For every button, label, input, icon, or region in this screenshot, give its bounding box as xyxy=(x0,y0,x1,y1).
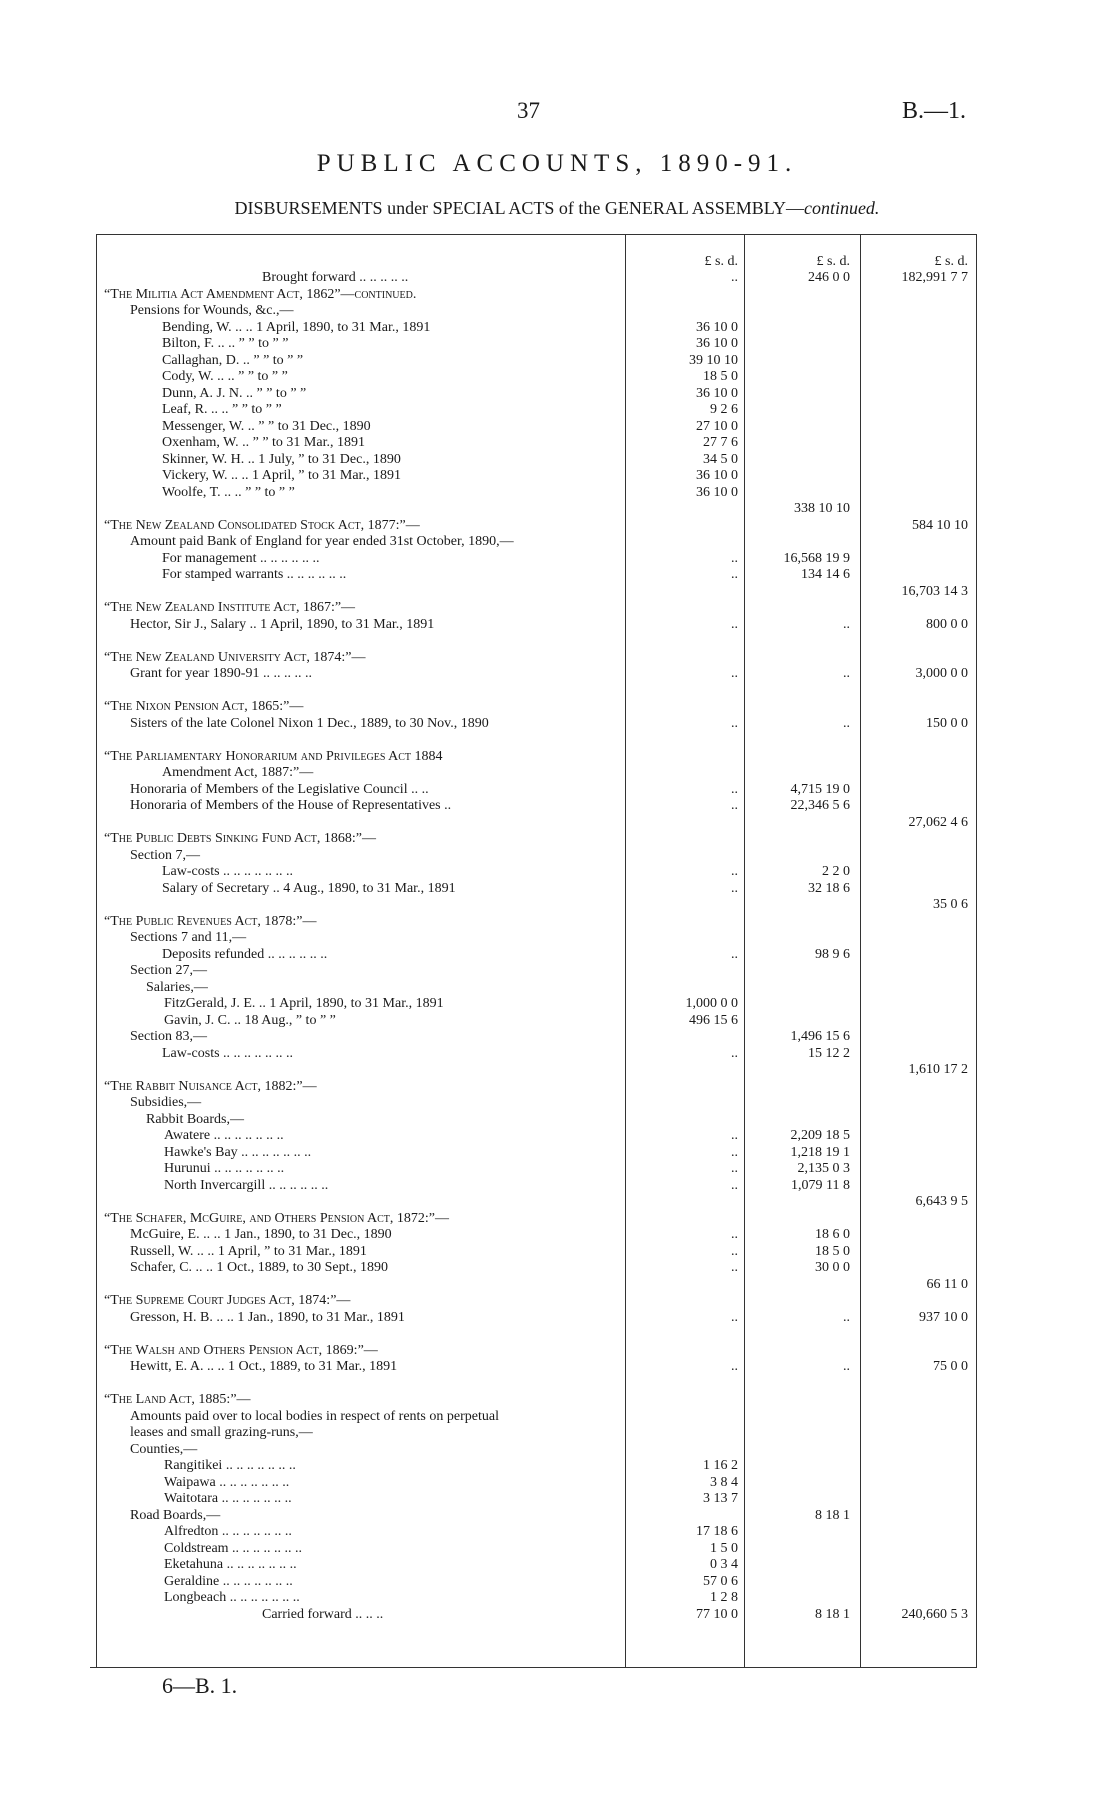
row-description: Salary of Secretary .. 4 Aug., 1890, to 31 Mar., 1891 xyxy=(162,880,456,896)
row-description: Rangitikei .. .. .. .. .. .. .. xyxy=(164,1458,296,1473)
amount-col-2: .. xyxy=(843,666,850,681)
row-description: Sisters of the late Colonel Nixon 1 Dec., 1889, to 30 Nov., 1890 xyxy=(130,715,489,731)
page-number: 37 xyxy=(517,98,540,123)
amount-col-3: 3,000 0 0 xyxy=(915,666,968,681)
row-description: Salaries,— xyxy=(146,979,208,995)
row-description: Hewitt, E. A. .. .. 1 Oct., 1889, to 31 Mar., 1891 xyxy=(130,1359,398,1374)
row-description: leases and small grazing-runs,— xyxy=(130,1425,313,1440)
row-description: Bending, W. .. .. 1 April, 1890, to 31 Mar., 1891 xyxy=(162,319,431,335)
amount-col-2: 2,135 0 3 xyxy=(797,1161,850,1176)
row-description: For stamped warrants .. .. .. .. .. .. xyxy=(162,567,347,582)
row-description: Counties,— xyxy=(130,1441,198,1457)
amount-col-3: 16,703 14 3 xyxy=(901,583,968,599)
amount-col-2: 98 9 6 xyxy=(815,946,850,962)
row-description: Brought forward .. .. .. .. .. xyxy=(262,270,409,285)
row-description: Law-costs .. .. .. .. .. .. .. xyxy=(162,1045,294,1061)
amount-col-1: .. xyxy=(731,1243,738,1259)
amount-col-1: .. xyxy=(731,864,738,879)
amount-col-1: 36 10 0 xyxy=(696,336,738,351)
amount-col-1: 1 5 0 xyxy=(710,1540,738,1556)
row-description: “The Walsh and Others Pension Act, 1869:”— xyxy=(104,1342,378,1358)
amount-col-3: 66 11 0 xyxy=(926,1276,968,1292)
amount-col-3: 937 10 0 xyxy=(919,1309,968,1325)
amount-col-3: 27,062 4 6 xyxy=(908,814,968,830)
column-divider-3 xyxy=(860,234,861,1668)
amount-col-1: 57 0 6 xyxy=(703,1573,738,1589)
row-description: Messenger, W. .. ” ” to 31 Dec., 1890 xyxy=(162,418,371,434)
amount-col-2: 134 14 6 xyxy=(801,567,850,582)
amount-col-3: 584 10 10 xyxy=(912,517,968,533)
amount-col-3: 800 0 0 xyxy=(926,616,968,632)
amount-col-1: 3 13 7 xyxy=(703,1491,738,1506)
amount-col-1: .. xyxy=(731,1177,738,1193)
amount-col-1: .. xyxy=(731,946,738,962)
row-description: Sections 7 and 11,— xyxy=(130,930,247,945)
row-description: McGuire, E. .. .. 1 Jan., 1890, to 31 Dec., 1890 xyxy=(130,1227,392,1242)
amount-col-1: 27 7 6 xyxy=(703,435,738,450)
row-description: Waitotara .. .. .. .. .. .. .. xyxy=(164,1491,292,1506)
row-description: “The Public Revenues Act, 1878:”— xyxy=(104,913,317,929)
row-description: “The Militia Act Amendment Act, 1862”—continued. xyxy=(104,286,417,302)
amount-col-3: 182,991 7 7 xyxy=(901,270,968,285)
table-right-rule xyxy=(976,234,977,1668)
amount-col-1: 1 16 2 xyxy=(703,1458,738,1473)
amount-col-1: 34 5 0 xyxy=(703,451,738,467)
amount-col-1: 36 10 0 xyxy=(696,385,738,401)
amount-col-1: .. xyxy=(731,1359,738,1374)
row-description: “The Supreme Court Judges Act, 1874:”— xyxy=(104,1293,351,1308)
row-description: Honoraria of Members of the Legislative Council .. .. xyxy=(130,781,429,797)
amount-col-1: .. xyxy=(731,1144,738,1160)
column-header-1: £ s. d. xyxy=(704,254,738,269)
row-description: Russell, W. .. .. 1 April, ” to 31 Mar., 1891 xyxy=(130,1243,367,1259)
amount-col-1: 17 18 6 xyxy=(696,1524,738,1539)
row-description: Gresson, H. B. .. .. 1 Jan., 1890, to 31 Mar., 1891 xyxy=(130,1309,405,1325)
amount-col-3: 6,643 9 5 xyxy=(915,1194,968,1209)
amount-col-2: 32 18 6 xyxy=(808,880,850,896)
amount-col-1: 36 10 0 xyxy=(696,468,738,483)
amount-col-3: 150 0 0 xyxy=(926,715,968,731)
row-description: Section 83,— xyxy=(130,1029,207,1044)
row-description: Schafer, C. .. .. 1 Oct., 1889, to 30 Sept., 1890 xyxy=(130,1260,389,1275)
row-description: North Invercargill .. .. .. .. .. .. xyxy=(164,1177,329,1193)
amount-col-1: 496 15 6 xyxy=(689,1012,738,1028)
row-description: Amount paid Bank of England for year ended 31st October, 1890,— xyxy=(130,534,514,549)
amount-col-1: 36 10 0 xyxy=(696,484,738,500)
row-description: Amendment Act, 1887:”— xyxy=(162,765,314,780)
row-description: Cody, W. .. .. ” ” to ” ” xyxy=(162,369,288,384)
amount-col-1: 27 10 0 xyxy=(696,418,738,434)
column-header-2: £ s. d. xyxy=(816,254,850,269)
amount-col-2: 30 0 0 xyxy=(815,1260,850,1275)
amount-col-3: 75 0 0 xyxy=(933,1359,968,1374)
amount-col-1: .. xyxy=(731,1045,738,1061)
amount-col-1: 39 10 10 xyxy=(689,352,738,368)
table-bottom-rule xyxy=(90,1667,976,1668)
page-title: PUBLIC ACCOUNTS, 1890-91. xyxy=(316,150,798,177)
row-description: Rabbit Boards,— xyxy=(146,1111,244,1127)
amount-col-3: 35 0 6 xyxy=(933,897,968,912)
amount-col-2: 18 6 0 xyxy=(815,1227,850,1242)
row-description: Hector, Sir J., Salary .. 1 April, 1890, to 31 Mar., 1891 xyxy=(130,616,435,632)
row-description: “The New Zealand Institute Act, 1867:”— xyxy=(104,600,356,615)
amount-col-2: .. xyxy=(843,1309,850,1325)
row-description: Hawke's Bay .. .. .. .. .. .. .. xyxy=(164,1144,312,1160)
amount-col-2: 2 2 0 xyxy=(822,864,850,879)
row-description: “The Rabbit Nuisance Act, 1882:”— xyxy=(104,1078,317,1094)
row-description: Carried forward .. .. .. xyxy=(262,1606,384,1622)
amount-col-1: .. xyxy=(731,1309,738,1325)
row-description: Deposits refunded .. .. .. .. .. .. xyxy=(162,946,328,962)
amount-col-1: .. xyxy=(731,880,738,896)
subtitle-continued: continued. xyxy=(803,198,880,218)
amount-col-1: .. xyxy=(731,1227,738,1242)
amount-col-1: .. xyxy=(731,567,738,582)
row-description: Longbeach .. .. .. .. .. .. .. xyxy=(164,1590,300,1605)
amount-col-1: .. xyxy=(731,798,738,813)
amount-col-1: 1,000 0 0 xyxy=(685,996,738,1011)
table-top-rule xyxy=(96,234,976,235)
page-footer: 6—B. 1. xyxy=(162,1673,238,1698)
amount-col-2: 1,496 15 6 xyxy=(790,1029,850,1044)
column-divider-2 xyxy=(744,234,745,1668)
column-divider-1 xyxy=(625,234,626,1668)
amount-col-2: 8 18 1 xyxy=(815,1606,850,1622)
row-description: Eketahuna .. .. .. .. .. .. .. xyxy=(164,1557,297,1572)
page-subtitle xyxy=(0,198,1114,219)
row-description: Grant for year 1890-91 .. .. .. .. .. xyxy=(130,666,312,681)
row-description: FitzGerald, J. E. .. 1 April, 1890, to 31 Mar., 1891 xyxy=(164,996,444,1011)
row-description: Law-costs .. .. .. .. .. .. .. xyxy=(162,864,294,879)
row-description: “The New Zealand University Act, 1874:”— xyxy=(104,649,366,665)
row-description: “The Schafer, McGuire, and Others Pension Act, 1872:”— xyxy=(104,1210,450,1226)
amount-col-1: .. xyxy=(731,616,738,632)
document-reference: B.—1. xyxy=(902,98,967,124)
amount-col-2: .. xyxy=(843,715,850,731)
amount-col-1: .. xyxy=(731,666,738,681)
row-description: Subsidies,— xyxy=(130,1095,202,1110)
row-description: “The Nixon Pension Act, 1865:”— xyxy=(104,699,304,714)
row-description: Hurunui .. .. .. .. .. .. .. xyxy=(164,1161,285,1176)
row-description: Section 27,— xyxy=(130,963,207,978)
amount-col-2: .. xyxy=(843,616,850,632)
amount-col-2: .. xyxy=(843,1359,850,1374)
row-description: Pensions for Wounds, &c.,— xyxy=(130,303,294,318)
amount-col-1: 9 2 6 xyxy=(710,402,738,417)
row-description: “The New Zealand Consolidated Stock Act, 1877:”— xyxy=(104,517,420,533)
amount-col-1: 1 2 8 xyxy=(710,1590,738,1605)
amount-col-1: .. xyxy=(731,270,738,285)
amount-col-1: 77 10 0 xyxy=(696,1606,738,1622)
row-description: Coldstream .. .. .. .. .. .. .. xyxy=(164,1540,303,1556)
amount-col-1: .. xyxy=(731,550,738,566)
row-description: Dunn, A. J. N. .. ” ” to ” ” xyxy=(162,385,307,401)
row-description: Skinner, W. H. .. 1 July, ” to 31 Dec., 1890 xyxy=(162,451,401,467)
row-description: Woolfe, T. .. .. ” ” to ” ” xyxy=(162,484,295,500)
table-left-rule xyxy=(96,234,97,1668)
row-description: Vickery, W. .. .. 1 April, ” to 31 Mar., 1891 xyxy=(162,468,401,483)
amount-col-2: 15 12 2 xyxy=(808,1045,850,1061)
row-description: Alfredton .. .. .. .. .. .. .. xyxy=(164,1524,292,1539)
row-description: “The Public Debts Sinking Fund Act, 1868:”— xyxy=(104,831,376,846)
amount-col-1: 0 3 4 xyxy=(710,1557,738,1572)
row-description: Gavin, J. C. .. 18 Aug., ” to ” ” xyxy=(164,1012,336,1028)
subtitle-main: DISBURSEMENTS under SPECIAL ACTS of the GENERAL ASSEMBLY— xyxy=(234,198,804,218)
amount-col-2: 2,209 18 5 xyxy=(790,1128,850,1143)
amount-col-1: .. xyxy=(731,1161,738,1176)
amount-col-1: .. xyxy=(731,1260,738,1275)
amount-col-1: .. xyxy=(731,715,738,731)
row-description: Geraldine .. .. .. .. .. .. .. xyxy=(164,1573,293,1589)
amount-col-1: 36 10 0 xyxy=(696,319,738,335)
row-description: Awatere .. .. .. .. .. .. .. xyxy=(164,1128,284,1143)
amount-col-1: 18 5 0 xyxy=(703,369,738,384)
row-description: Waipawa .. .. .. .. .. .. .. xyxy=(164,1474,290,1490)
amount-col-2: 22,346 5 6 xyxy=(790,798,850,813)
amount-col-2: 16,568 19 9 xyxy=(783,550,850,566)
row-description: Oxenham, W. .. ” ” to 31 Mar., 1891 xyxy=(162,435,365,450)
row-description: Honoraria of Members of the House of Representatives .. xyxy=(130,798,452,813)
row-description: For management .. .. .. .. .. .. xyxy=(162,550,320,566)
row-description: Callaghan, D. .. ” ” to ” ” xyxy=(162,352,304,368)
amount-col-3: 1,610 17 2 xyxy=(908,1062,968,1077)
row-description: Section 7,— xyxy=(130,847,200,863)
amount-col-1: .. xyxy=(731,1128,738,1143)
row-description: Leaf, R. .. .. ” ” to ” ” xyxy=(162,402,282,417)
row-description: Road Boards,— xyxy=(130,1507,221,1523)
amount-col-2: 338 10 10 xyxy=(794,501,850,516)
column-header-3: £ s. d. xyxy=(934,254,968,269)
amount-col-1: 3 8 4 xyxy=(710,1474,738,1490)
row-description: “The Land Act, 1885:”— xyxy=(104,1392,251,1407)
amount-col-2: 18 5 0 xyxy=(815,1243,850,1259)
amount-col-2: 1,218 19 1 xyxy=(790,1144,850,1160)
row-description: “The Parliamentary Honorarium and Privileges Act 1884 xyxy=(104,748,443,764)
amount-col-2: 8 18 1 xyxy=(815,1507,850,1523)
amount-col-2: 1,079 11 8 xyxy=(791,1177,850,1193)
amount-col-2: 4,715 19 0 xyxy=(790,781,850,797)
row-description: Amounts paid over to local bodies in respect of rents on perpetual xyxy=(130,1408,499,1424)
row-description: Bilton, F. .. .. ” ” to ” ” xyxy=(162,336,289,351)
amount-col-3: 240,660 5 3 xyxy=(901,1606,968,1622)
amount-col-2: 246 0 0 xyxy=(808,270,850,285)
amount-col-1: .. xyxy=(731,781,738,797)
